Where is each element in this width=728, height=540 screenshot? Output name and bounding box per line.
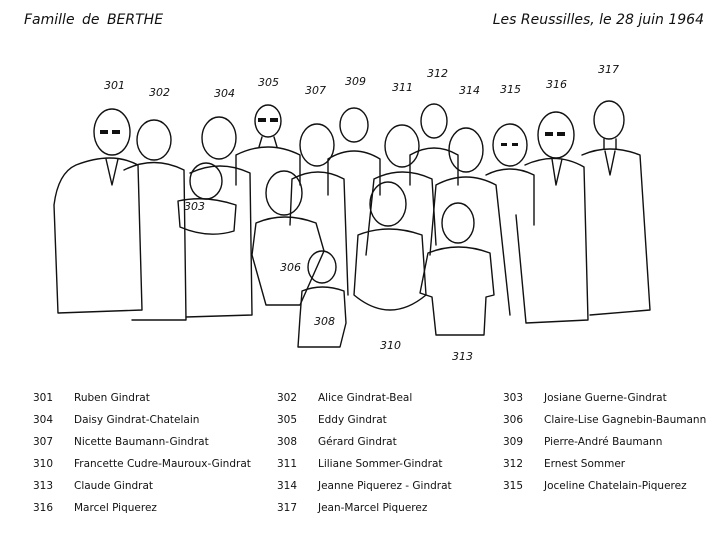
family-group-drawing <box>0 55 728 367</box>
legend-name: Ruben Gindrat <box>74 392 150 404</box>
legend-name: Jean-Marcel Piquerez <box>318 502 428 514</box>
num-label: 305 <box>258 76 279 89</box>
legend-number: 301 <box>33 392 54 404</box>
figure-310 <box>354 182 426 310</box>
num-label: 317 <box>598 63 619 76</box>
legend-number: 307 <box>33 436 54 448</box>
legend-name: Joceline Chatelain-Piquerez <box>544 480 687 492</box>
legend-number: 314 <box>277 480 298 492</box>
num-label: 314 <box>459 84 480 97</box>
num-label: 311 <box>392 81 413 94</box>
num-label: 303 <box>184 200 205 213</box>
legend-number: 313 <box>33 480 54 492</box>
figure-315 <box>486 124 534 225</box>
num-label: 316 <box>546 78 567 91</box>
legend-name: Claire-Lise Gagnebin-Baumann <box>544 414 707 426</box>
figure-301 <box>54 109 142 313</box>
legend-number: 305 <box>277 414 298 426</box>
legend-number: 317 <box>277 502 298 514</box>
num-label: 304 <box>214 87 235 100</box>
legend-number: 316 <box>33 502 54 514</box>
num-label: 302 <box>149 86 170 99</box>
num-label: 309 <box>345 75 366 88</box>
legend-name: Eddy Gindrat <box>318 414 387 426</box>
legend-number: 309 <box>503 436 524 448</box>
num-label: 315 <box>500 83 521 96</box>
legend-name: Ernest Sommer <box>544 458 626 470</box>
num-label: 312 <box>427 67 448 80</box>
figure-309 <box>328 108 380 195</box>
num-label: 310 <box>380 339 401 352</box>
num-label: 313 <box>452 350 473 363</box>
legend-name: Gérard Gindrat <box>318 436 397 448</box>
figure-308 <box>298 251 346 347</box>
place-date: Les Reussilles, le 28 juin 1964 <box>492 12 704 28</box>
legend-name: Josiane Guerne-Gindrat <box>544 392 667 404</box>
family-title: Famille de BERTHE <box>24 12 164 28</box>
legend-name: Nicette Baumann-Gindrat <box>74 436 209 448</box>
legend-name: Marcel Piquerez <box>74 502 157 514</box>
figure-312 <box>410 104 458 185</box>
figure-311 <box>366 125 436 255</box>
figure-313 <box>420 203 494 335</box>
legend-name: Daisy Gindrat-Chatelain <box>74 414 200 426</box>
figure-306 <box>252 171 324 305</box>
legend-number: 302 <box>277 392 298 404</box>
figure-304 <box>186 117 252 317</box>
num-label: 307 <box>305 84 326 97</box>
num-label: 306 <box>280 261 301 274</box>
legend-number: 304 <box>33 414 54 426</box>
legend-number: 308 <box>277 436 298 448</box>
figure-numbers <box>104 63 619 363</box>
num-label: 308 <box>314 315 335 328</box>
figure-302 <box>124 120 186 320</box>
legend-number: 312 <box>503 458 524 470</box>
legend-number: 306 <box>503 414 524 426</box>
legend-name: Pierre-André Baumann <box>544 436 663 448</box>
legend-number: 310 <box>33 458 54 470</box>
legend-name: Liliane Sommer-Gindrat <box>318 458 443 470</box>
legend-name: Francette Cudre-Mauroux-Gindrat <box>74 458 251 470</box>
legend-name: Jeanne Piquerez - Gindrat <box>318 480 452 492</box>
legend-number: 315 <box>503 480 524 492</box>
legend-name: Claude Gindrat <box>74 480 154 492</box>
figure-317 <box>582 101 650 315</box>
num-label: 301 <box>104 79 125 92</box>
legend-number: 303 <box>503 392 524 404</box>
legend-name: Alice Gindrat-Beal <box>318 392 413 404</box>
figure-303 <box>178 163 236 234</box>
legend-number: 311 <box>277 458 298 470</box>
